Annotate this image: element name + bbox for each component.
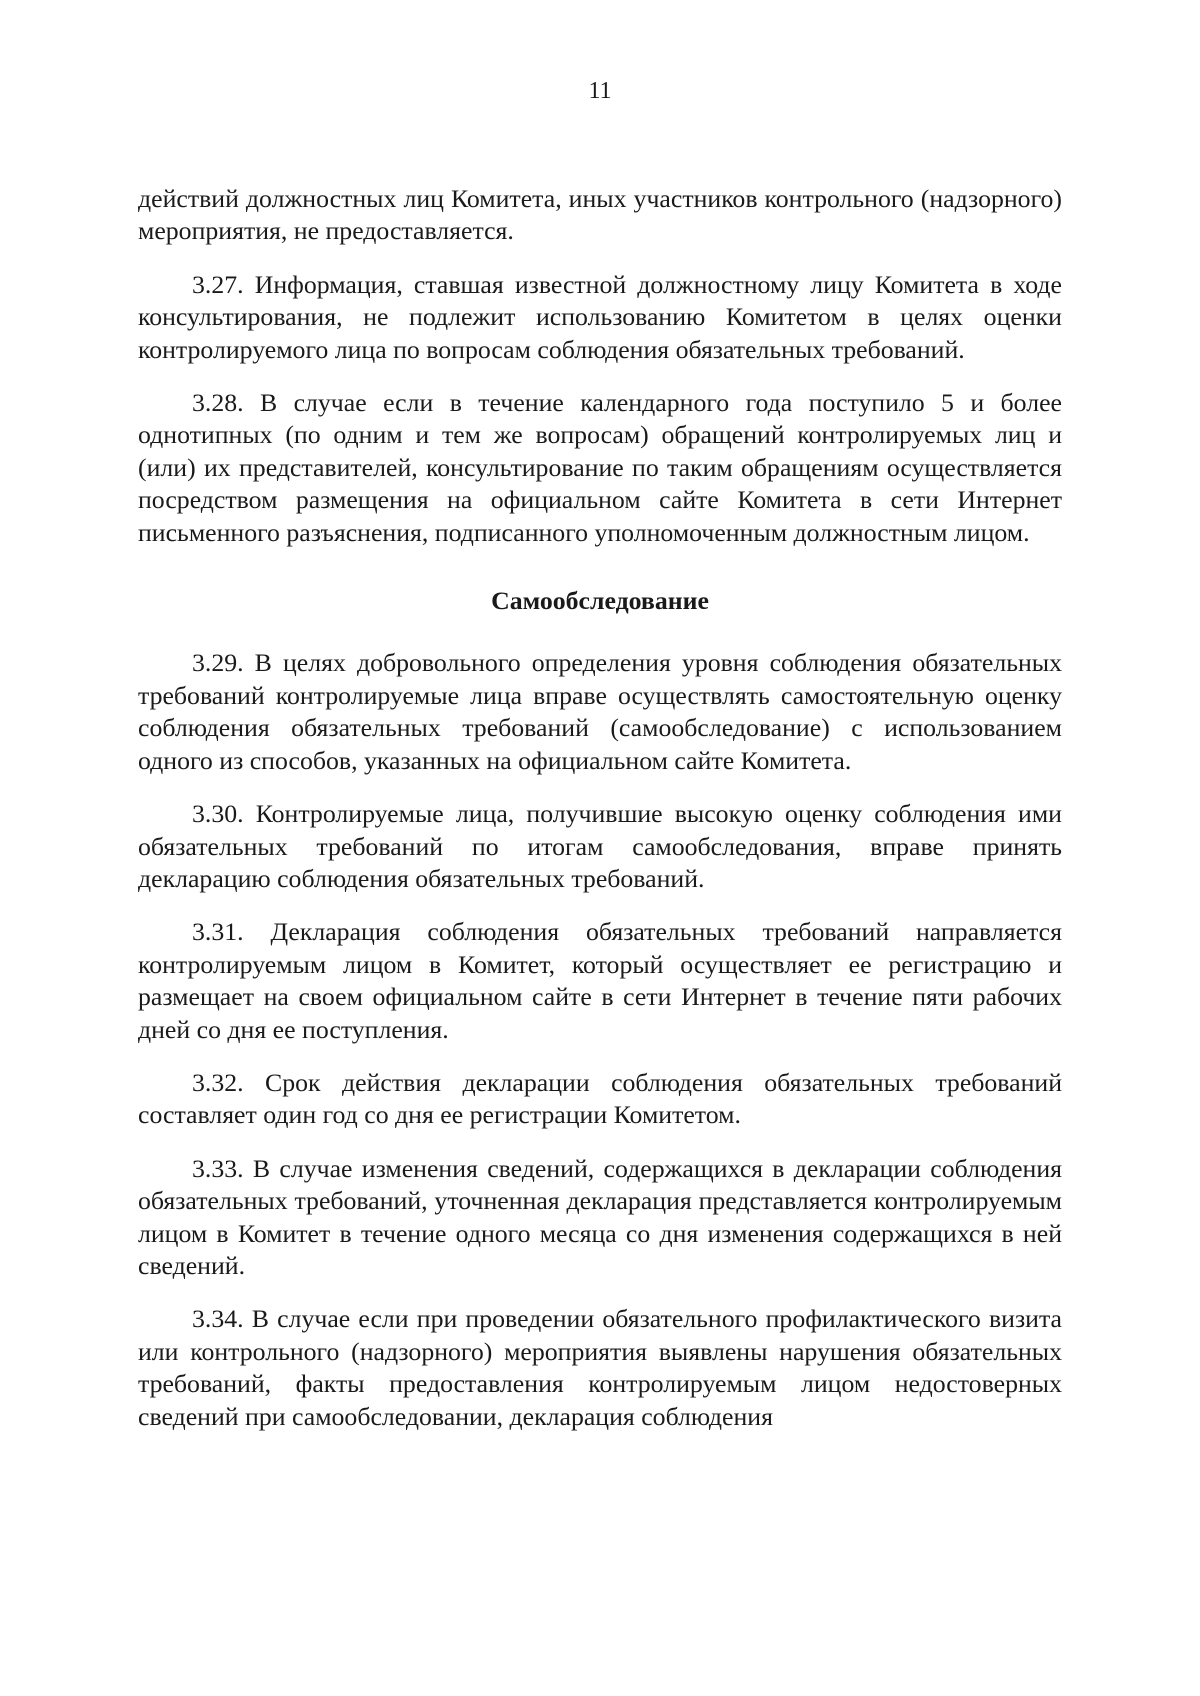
page-number: 11 bbox=[588, 78, 612, 104]
paragraph-3-28: 3.28. В случае если в течение календарного года поступило 5 и более однотипных (по одним и тем же вопросам) обращений контролируемых лиц и (или) их представителей, консультирование по таким обращениям осуществляется посредством размещения на официальном сайте Комитета в сети Интернет письменного разъяснения, подписанного уполномоченным должностным лицом. bbox=[138, 388, 1062, 547]
paragraph-3-29: 3.29. В целях добровольного определения уровня соблюдения обязательных требований контролируемые лица вправе осуществлять самостоятельную оценку соблюдения обязательных требований (самообследование) с использованием одного из способов, указанных на официальном сайте Комитета. bbox=[138, 648, 1062, 775]
paragraph-3-34: 3.34. В случае если при проведении обязательного профилактического визита или контрольного (надзорного) мероприятия выявлены нарушения обязательных требований, факты предоставления контролируемым лицом недостоверных сведений при самообследовании, декларация соблюдения bbox=[138, 1304, 1062, 1431]
section-heading: Самообследование bbox=[491, 586, 709, 616]
paragraph-3-31: 3.31. Декларация соблюдения обязательных требований направляется контролируемым лицом в Комитет, который осуществляет ее регистрацию и размещает на своем официальном сайте в сети Интернет в течение пяти рабочих дней со дня ее поступления. bbox=[138, 917, 1062, 1044]
paragraph-continuation: действий должностных лиц Комитета, иных участников контрольного (надзорного) мероприятия, не предоставляется. bbox=[138, 184, 1062, 246]
document-body bbox=[138, 183, 1062, 1454]
paragraph-3-30: 3.30. Контролируемые лица, получившие высокую оценку соблюдения ими обязательных требований по итогам самообследования, вправе принять декларацию соблюдения обязательных требований. bbox=[138, 799, 1062, 893]
paragraph-3-33: 3.33. В случае изменения сведений, содержащихся в декларации соблюдения обязательных требований, уточненная декларация представляется контролируемым лицом в Комитет в течение одного месяца со дня изменения содержащихся в ней сведений. bbox=[138, 1153, 1062, 1280]
paragraph-3-27: 3.27. Информация, ставшая известной должностному лицу Комитета в ходе консультирования, не подлежит использованию Комитетом в целях оценки контролируемого лица по вопросам соблюдения обязательных требований. bbox=[138, 269, 1062, 364]
paragraph-3-32: 3.32. Срок действия декларации соблюдения обязательных требований составляет один год со дня ее регистрации Комитетом. bbox=[138, 1067, 1062, 1130]
